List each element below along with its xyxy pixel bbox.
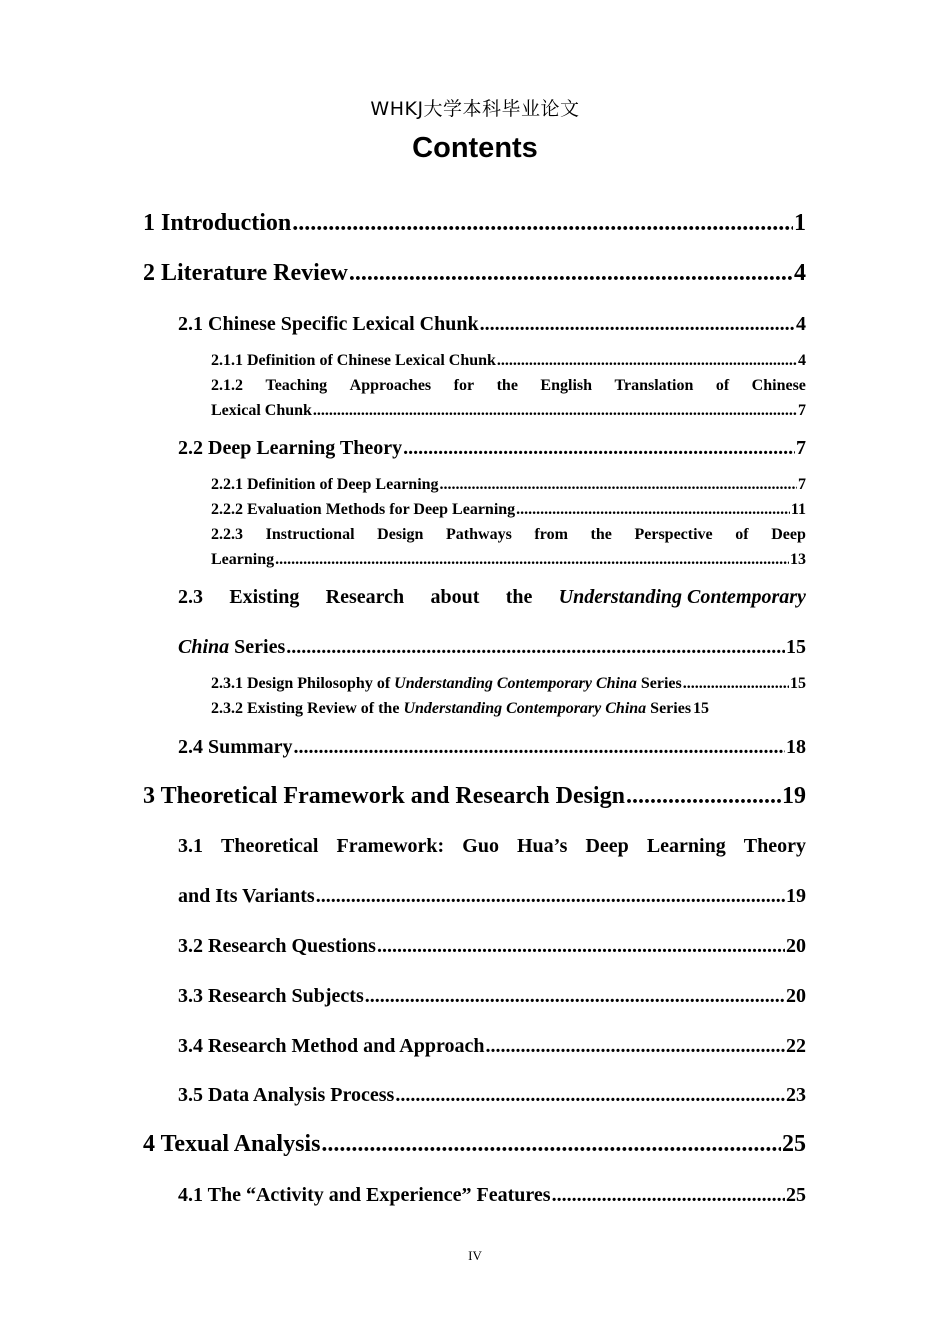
toc-leader-dots: [286, 636, 785, 659]
toc-entry-2-4[interactable]: [178, 736, 806, 759]
toc-word: Instructional: [265, 526, 355, 543]
toc-leader-dots: [292, 210, 793, 237]
toc-leader-dots: [316, 885, 785, 908]
toc-entry-page: 13: [790, 551, 806, 568]
toc-leader-dots: [349, 260, 793, 287]
toc-entry-1[interactable]: [143, 210, 806, 237]
toc-leader-dots: [313, 402, 797, 420]
toc-entry-3-1-line2[interactable]: [178, 885, 806, 908]
toc-leader-dots: [626, 783, 781, 810]
toc-entry-page: 23: [786, 1084, 806, 1106]
toc-entry-title: [211, 700, 691, 718]
toc-entry-3-2[interactable]: [178, 935, 806, 958]
toc-word: Pathways: [446, 526, 512, 543]
toc-italic-text: China: [178, 636, 230, 658]
toc-italic-text: Understanding Contemporary China: [394, 675, 637, 692]
toc-entry-page: 19: [786, 885, 806, 907]
toc-entry-2-3-1[interactable]: [211, 675, 806, 693]
toc-entry-page: 1: [794, 210, 806, 236]
toc-entry-title: 2 Literature Review: [143, 260, 348, 286]
toc-entry-2-2-3-line1[interactable]: [211, 526, 806, 544]
toc-entry-title: 3 Theoretical Framework and Research Design: [143, 783, 625, 809]
toc-entry-page: 22: [786, 1035, 806, 1057]
toc-entry-3-5[interactable]: [178, 1084, 806, 1107]
toc-text: Series: [229, 636, 286, 658]
toc-word: of: [715, 377, 730, 394]
toc-entry-page: 20: [786, 985, 806, 1007]
toc-text: Series: [636, 675, 682, 692]
toc-word: Perspective: [634, 526, 713, 543]
toc-entry-page: 19: [782, 783, 806, 809]
toc-word: Learning: [646, 835, 726, 857]
toc-leader-dots: [486, 1035, 785, 1058]
toc-entry-2-1-2-line2[interactable]: [211, 402, 806, 420]
toc-entry-2-3-line2[interactable]: [178, 636, 806, 659]
toc-word: Guo: [462, 835, 499, 857]
toc-entry-page: 15: [786, 636, 806, 658]
toc-word: Chinese: [751, 377, 806, 394]
toc-entry-page: 7: [796, 437, 806, 459]
toc-entry-title: [211, 675, 682, 693]
toc-word: the: [590, 526, 612, 543]
toc-word: Framework:: [336, 835, 445, 857]
toc-entry-2-3-2[interactable]: [211, 700, 806, 718]
toc-entry-page: 7: [798, 402, 806, 419]
toc-leader-dots: [683, 675, 789, 693]
toc-entry-page: 25: [782, 1131, 806, 1157]
toc-entry-2-2-2[interactable]: [211, 501, 806, 519]
toc-word: 2.3: [178, 586, 203, 608]
toc-entry-4[interactable]: [143, 1131, 806, 1158]
toc-leader-dots: [395, 1084, 785, 1107]
toc-entry-page: 20: [786, 935, 806, 957]
toc-word: of: [735, 526, 749, 543]
toc-word: Teaching: [265, 377, 328, 394]
toc-word: the: [505, 586, 533, 608]
toc-word: Research: [325, 586, 405, 608]
toc-entry-2-2-3-line2[interactable]: [211, 551, 806, 569]
toc-word: Hua’s: [517, 835, 568, 857]
toc-text: 2.3.2 Existing Review of the: [211, 700, 404, 717]
toc-entry-3-4[interactable]: [178, 1035, 806, 1058]
toc-entry-page: 11: [790, 501, 806, 518]
toc-entry-2-1-2-line1[interactable]: [211, 377, 806, 395]
toc-leader-dots: [516, 501, 790, 519]
toc-entry-title: Lexical Chunk: [211, 402, 312, 419]
toc-entry-title: 4.1 The “Activity and Experience” Features: [178, 1184, 551, 1206]
running-header: WHKJ大学本科毕业论文: [370, 98, 580, 120]
toc-leader-dots: [377, 935, 785, 958]
toc-entry-title: 1 Introduction: [143, 210, 292, 236]
toc-entry-3-1-line1[interactable]: [178, 835, 806, 858]
toc-word: Approaches: [349, 377, 432, 394]
toc-word: the: [496, 377, 518, 394]
toc-entry-title: 3.4 Research Method and Approach: [178, 1035, 485, 1057]
toc-entry-2-3-line1[interactable]: [178, 586, 806, 609]
toc-entry-title: 2.2.1 Definition of Deep Learning: [211, 476, 439, 493]
toc-word: for: [453, 377, 475, 394]
toc-word: Theory: [743, 835, 806, 857]
toc-entry-title: 2.2 Deep Learning Theory: [178, 437, 403, 459]
toc-entry-page: 15: [790, 675, 806, 692]
toc-leader-dots: [440, 476, 797, 494]
toc-entry-2-2[interactable]: [178, 437, 806, 460]
toc-word: Deep: [585, 835, 629, 857]
toc-entry-page: 4: [796, 313, 806, 335]
toc-entry-page: 4: [798, 352, 806, 369]
toc-entry-page: 4: [794, 260, 806, 286]
toc-entry-title: [178, 636, 285, 659]
toc-entry-title: 3.3 Research Subjects: [178, 985, 364, 1007]
toc-leader-dots: [403, 437, 795, 460]
toc-entry-3[interactable]: [143, 783, 806, 810]
toc-word: Deep: [771, 526, 806, 543]
toc-word: Translation: [614, 377, 694, 394]
toc-leader-dots: [275, 551, 789, 569]
toc-entry-title: 3.5 Data Analysis Process: [178, 1084, 395, 1106]
toc-leader-dots: [552, 1184, 785, 1207]
toc-leader-dots: [293, 736, 785, 759]
toc-entry-title: 2.2.2 Evaluation Methods for Deep Learning: [211, 501, 516, 518]
toc-word: Design: [377, 526, 424, 543]
toc-word: about: [430, 586, 480, 608]
toc-entry-title: and Its Variants: [178, 885, 315, 907]
toc-entry-title: 2.4 Summary: [178, 736, 293, 758]
toc-entry-title: 3.2 Research Questions: [178, 935, 376, 957]
toc-entry-2-1-1[interactable]: [211, 352, 806, 370]
toc-italic-text: Understanding Contemporary China: [403, 700, 647, 717]
toc-italic-series-title: Understanding Contemporary: [558, 586, 806, 608]
toc-entry-title: 4 Texual Analysis: [143, 1131, 321, 1157]
toc-entry-title: 2.1 Chinese Specific Lexical Chunk: [178, 313, 479, 335]
toc-word: Existing: [229, 586, 300, 608]
toc-word: 2.1.2: [211, 377, 243, 394]
page-title: Contents: [412, 132, 538, 164]
toc-entry-title: Learning: [211, 551, 275, 568]
toc-leader-dots: [365, 985, 785, 1008]
toc-entry-page: 15: [693, 700, 710, 717]
toc-entry-page: 7: [798, 476, 806, 493]
toc-word: 3.1: [178, 835, 203, 857]
toc-leader-dots: [321, 1131, 781, 1158]
toc-entry-2-1[interactable]: [178, 313, 806, 336]
toc-entry-2-2-1[interactable]: [211, 476, 806, 494]
toc-word: from: [534, 526, 568, 543]
toc-entry-page: 18: [786, 736, 806, 758]
toc-leader-dots: [480, 313, 795, 336]
toc-text: 2.3.1 Design Philosophy of: [211, 675, 395, 692]
toc-text: Series: [646, 700, 692, 717]
toc-word: Theoretical: [221, 835, 319, 857]
toc-entry-4-1[interactable]: [178, 1184, 806, 1207]
toc-entry-page: 25: [786, 1184, 806, 1206]
toc-entry-3-3[interactable]: [178, 985, 806, 1008]
toc-word: 2.2.3: [211, 526, 243, 543]
toc-word: English: [540, 377, 593, 394]
toc-entry-2[interactable]: [143, 260, 806, 287]
toc-entry-title: 2.1.1 Definition of Chinese Lexical Chunk: [211, 352, 496, 369]
toc-leader-dots: [497, 352, 797, 370]
page-number: IV: [468, 1248, 482, 1263]
